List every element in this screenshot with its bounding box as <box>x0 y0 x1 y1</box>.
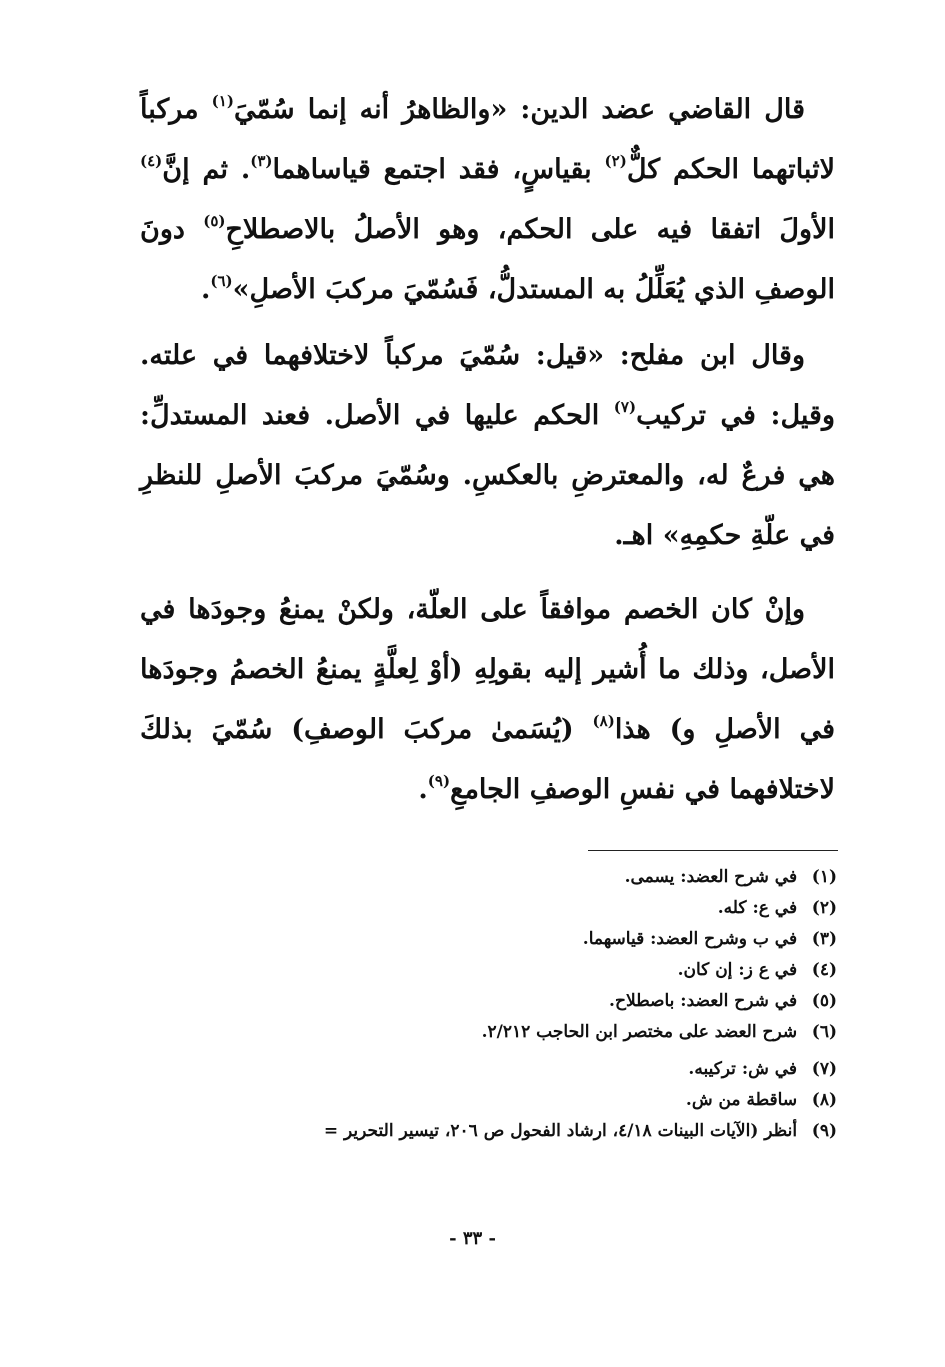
footnote-marker: (٨) <box>592 712 615 730</box>
footnote-text: شرح العضد على مختصر ابن الحاجب ٢/٢١٢. <box>481 1022 798 1042</box>
footnote-number: (٢) <box>811 898 837 918</box>
footnote-item <box>120 955 837 986</box>
text-segment: دونَ الوصفِ الذي يُعَلِّلُ به المستدلُّ، فَسُمّيَ مركبَ الأصلِ» <box>140 214 835 305</box>
paragraph-text <box>140 80 835 320</box>
footnote-text: ساقطة من ش. <box>685 1090 798 1110</box>
footnote-marker: (٦) <box>210 272 233 290</box>
footnote-marker: (٤) <box>140 152 163 170</box>
footnote-number: (١) <box>811 867 837 887</box>
footnote-text: في ب وشرح العضد: قياسهما. <box>582 929 798 949</box>
text-segment: بقياسٍ، فقد اجتمع قياساهما <box>272 154 605 185</box>
paragraph-text <box>140 580 835 820</box>
paragraph-1 <box>140 80 835 320</box>
footnote-item <box>120 924 837 955</box>
footnote-item <box>120 1017 837 1048</box>
footnote-marker: (٩) <box>427 772 451 790</box>
footnote-number: (٦) <box>811 1022 837 1042</box>
footnote-text: في شرح العضد: يسمى. <box>624 867 798 887</box>
text-segment: . <box>200 274 211 305</box>
footnote-number: (٣) <box>811 929 837 949</box>
footnote-marker: (١) <box>211 92 234 110</box>
text-segment: (يُسَمىٰ مركبَ الوصفِ) سُمّيَ بذلكَ لاختلافهما في نفسِ الوصفِ الجامعِ <box>140 714 835 805</box>
page-number: - ٣٣ - <box>449 1228 496 1249</box>
footnote-number: (٩) <box>811 1121 837 1141</box>
footnote-marker: (٣) <box>250 152 273 170</box>
text-segment: وإنْ كان الخصم موافقاً على العلّة، ولكنْ يمنعُ وجودَها في الأصل، وذلك ما أُشير إليه بقولِهِ (أوْ لِعلَّةٍ يمنعُ الخصمُ وجودَها في الأصلِ و) هذا <box>140 594 835 745</box>
text-segment: وقال ابن مفلح: «قيل: سُمّيَ مركباً لاختلافهما في علته. وقيل: في تركيب <box>140 340 835 431</box>
footnote-number: (٧) <box>811 1059 837 1079</box>
footnote-item <box>120 986 837 1017</box>
paragraph-text <box>140 326 835 566</box>
text-segment: مركباً لاثباتهما الحكم كلٌّ <box>140 94 835 185</box>
footnote-item <box>120 893 837 924</box>
paragraph-2 <box>140 326 835 566</box>
footnote-marker: (٧) <box>613 398 637 416</box>
text-segment: . ثم إنَّ <box>162 154 251 185</box>
footnote-item <box>120 862 837 893</box>
text-segment: الأولَ اتفقا فيه على الحكم، وهو الأصلُ بالاصطلاحِ <box>225 214 835 245</box>
footnote-separator <box>588 850 838 851</box>
footnote-item <box>120 1116 837 1147</box>
paragraph-3 <box>140 580 835 820</box>
text-segment: قال القاضي عضد الدين: «والظاهرُ أنه إنما سُمّيَ <box>233 94 805 125</box>
footnote-marker: (٢) <box>604 152 627 170</box>
footnote-marker: (٥) <box>203 212 226 230</box>
footnote-text: في ع: كله. <box>717 898 798 918</box>
text-segment: . <box>418 774 428 805</box>
footnote-number: (٤) <box>811 960 837 980</box>
footnote-text: في ش: تركيبه. <box>688 1059 798 1079</box>
footnotes-list <box>120 862 837 1147</box>
footnote-text: في ع ز: إن كان. <box>677 960 798 980</box>
footnote-item <box>120 1085 837 1116</box>
footnote-item <box>120 1054 837 1085</box>
footnote-number: (٨) <box>811 1090 837 1110</box>
footnote-number: (٥) <box>811 991 837 1011</box>
text-segment: الحكم عليها في الأصل. فعند المستدلِّ: هي فرعٌ له، والمعترضِ بالعكسِ. وسُمّيَ مركبَ الأصلِ للنظرِ في علّةِ حكمِهِ» اهـ. <box>140 400 835 551</box>
footnote-text: أنظر (الآيات البينات ٤/١٨، ارشاد الفحول ص ٢٠٦، تيسير التحرير = <box>323 1121 798 1141</box>
footnote-text: في شرح العضد: باصطلاح. <box>609 991 798 1011</box>
